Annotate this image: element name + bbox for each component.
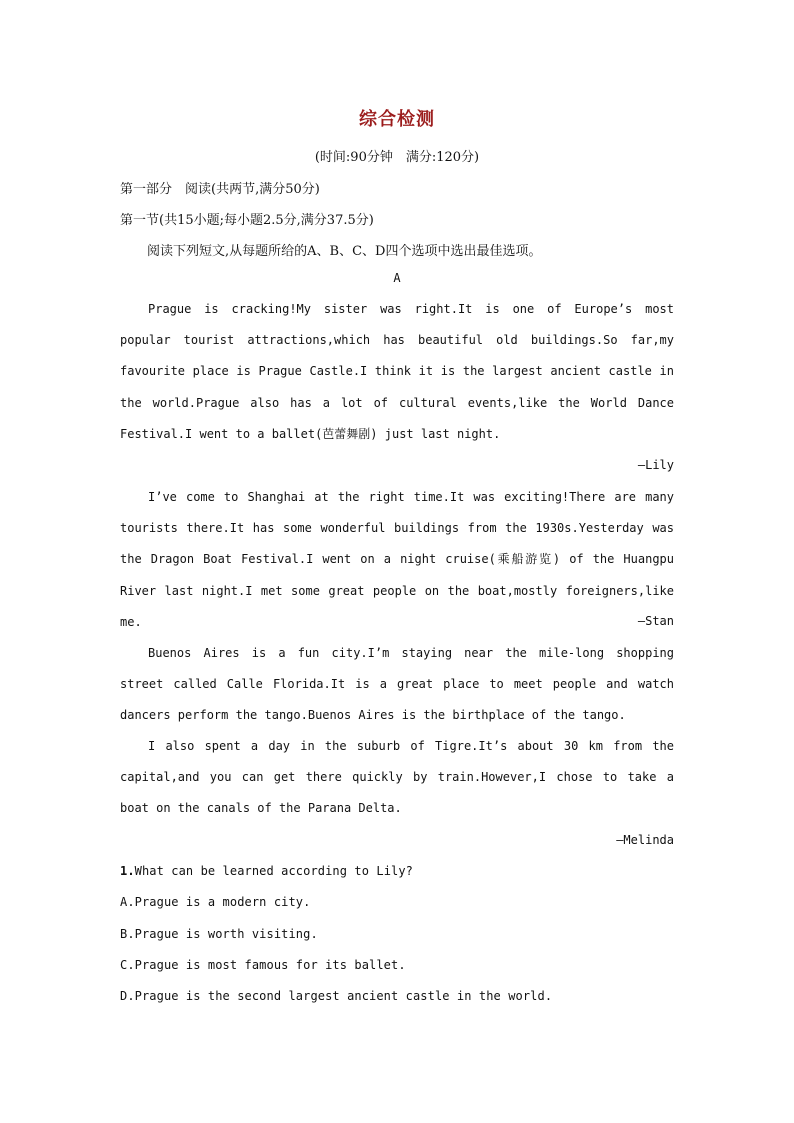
question-stem: What can be learned according to Lily?: [134, 864, 413, 878]
option-d: D.Prague is the second largest ancient castle in the world.: [120, 989, 553, 1003]
question-1: [120, 864, 413, 878]
signature-stan: —Stan: [637, 614, 674, 628]
exam-time-score: (时间:90分钟 满分:120分): [314, 150, 480, 165]
instruction-text: 阅读下列短文,从每题所给的A、B、C、D四个选项中选出最佳选项。: [147, 244, 542, 259]
part-heading: 第一部分 阅读(共两节,满分50分): [120, 182, 320, 197]
passage-melinda-1: Buenos Aires is a fun city.I’m staying near the mile-long shopping street called Calle Florida.It is a great place to meet people and watch dancers perform the tango.Buenos Aires is the birthplace of the tango.: [120, 646, 674, 723]
signature-melinda: —Melinda: [616, 833, 674, 847]
passage-label: A: [393, 271, 401, 285]
question-number: 1.: [120, 864, 135, 878]
option-b: B.Prague is worth visiting.: [120, 927, 318, 941]
subsection-heading: 第一节(共15小题;每小题2.5分,满分37.5分): [120, 213, 374, 228]
option-c: C.Prague is most famous for its ballet.: [120, 958, 406, 972]
passage-melinda-2: I also spent a day in the suburb of Tigre.It’s about 30 km from the capital,and you can get there quickly by train.However,I chose to take a boat on the canals of the Parana Delta.: [120, 739, 674, 816]
signature-lily: —Lily: [637, 458, 674, 472]
passage-lily: Prague is cracking!My sister was right.It is one of Europe’s most popular tourist attractions,which has beautiful old buildings.So far,my favourite place is Prague Castle.I think it is the largest ancient castle in the world.Prague also has a lot of cultural events,like the World Dance Festival.I went to a ballet(芭蕾舞剧) just last night.: [120, 302, 674, 441]
option-a: A.Prague is a modern city.: [120, 895, 311, 909]
page-title: 综合检测: [359, 109, 435, 130]
passage-stan: I’ve come to Shanghai at the right time.It was exciting!There are many tourists there.It has some wonderful buildings from the 1930s.Yesterday was the Dragon Boat Festival.I went on a night cruise(乘船游览) of the Huangpu River last night.I met some great people on the boat,mostly foreigners,like me.: [120, 490, 674, 629]
